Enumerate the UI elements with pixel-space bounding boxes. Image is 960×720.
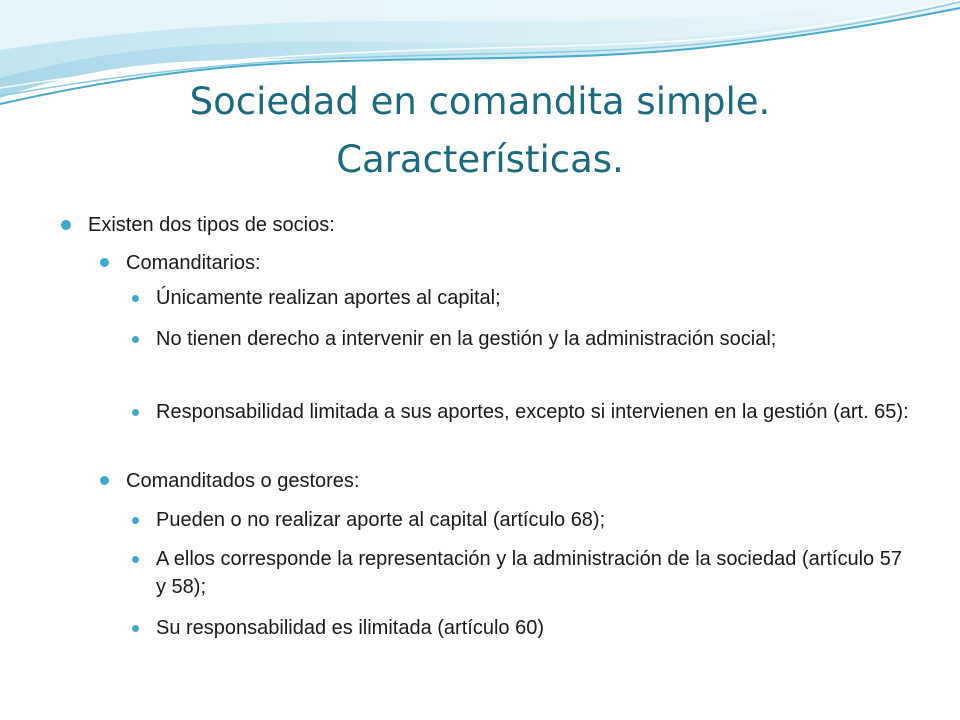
bullet-level-3 <box>156 398 916 426</box>
bullet-level-2 <box>126 251 261 275</box>
bullet-level-3 <box>156 284 916 312</box>
title-line-1: Sociedad en comandita simple. <box>189 80 771 123</box>
bullet-text: A ellos corresponde la representación y la administración de la sociedad (artículo 57 y 58); <box>156 548 902 598</box>
bullet-text: Comanditados o gestores: <box>126 470 360 492</box>
bullet-level-1 <box>88 213 335 237</box>
bullet-text: Únicamente realizan aportes al capital; <box>156 287 501 309</box>
bullet-dot-icon <box>132 517 139 524</box>
bullet-text: No tienen derecho a intervenir en la gestión y la administración social; <box>156 328 777 350</box>
bullet-dot-icon <box>132 409 139 416</box>
bullet-dot-icon <box>132 625 139 632</box>
bullet-dot-icon <box>132 336 139 343</box>
bullet-dot-icon <box>61 220 71 230</box>
bullet-dot-icon <box>100 258 109 267</box>
bullet-text: Pueden o no realizar aporte al capital (artículo 68); <box>156 509 606 531</box>
bullet-level-3 <box>156 614 916 642</box>
bullet-level-2 <box>126 469 359 493</box>
bullet-level-3 <box>156 545 916 601</box>
title-line-2: Características. <box>336 138 624 181</box>
bullet-dot-icon <box>132 556 139 563</box>
bullet-dot-icon <box>132 295 139 302</box>
bullet-text: Su responsabilidad es ilimitada (artículo 60) <box>156 617 544 639</box>
bullet-level-3 <box>156 506 916 534</box>
bullet-text: Comanditarios: <box>126 252 261 274</box>
bullet-dot-icon <box>100 476 109 485</box>
bullet-level-3 <box>156 325 916 353</box>
bullet-text: Existen dos tipos de socios: <box>88 214 335 236</box>
bullet-text: Responsabilidad limitada a sus aportes, excepto si intervienen en la gestión (art. 65): <box>156 401 909 423</box>
